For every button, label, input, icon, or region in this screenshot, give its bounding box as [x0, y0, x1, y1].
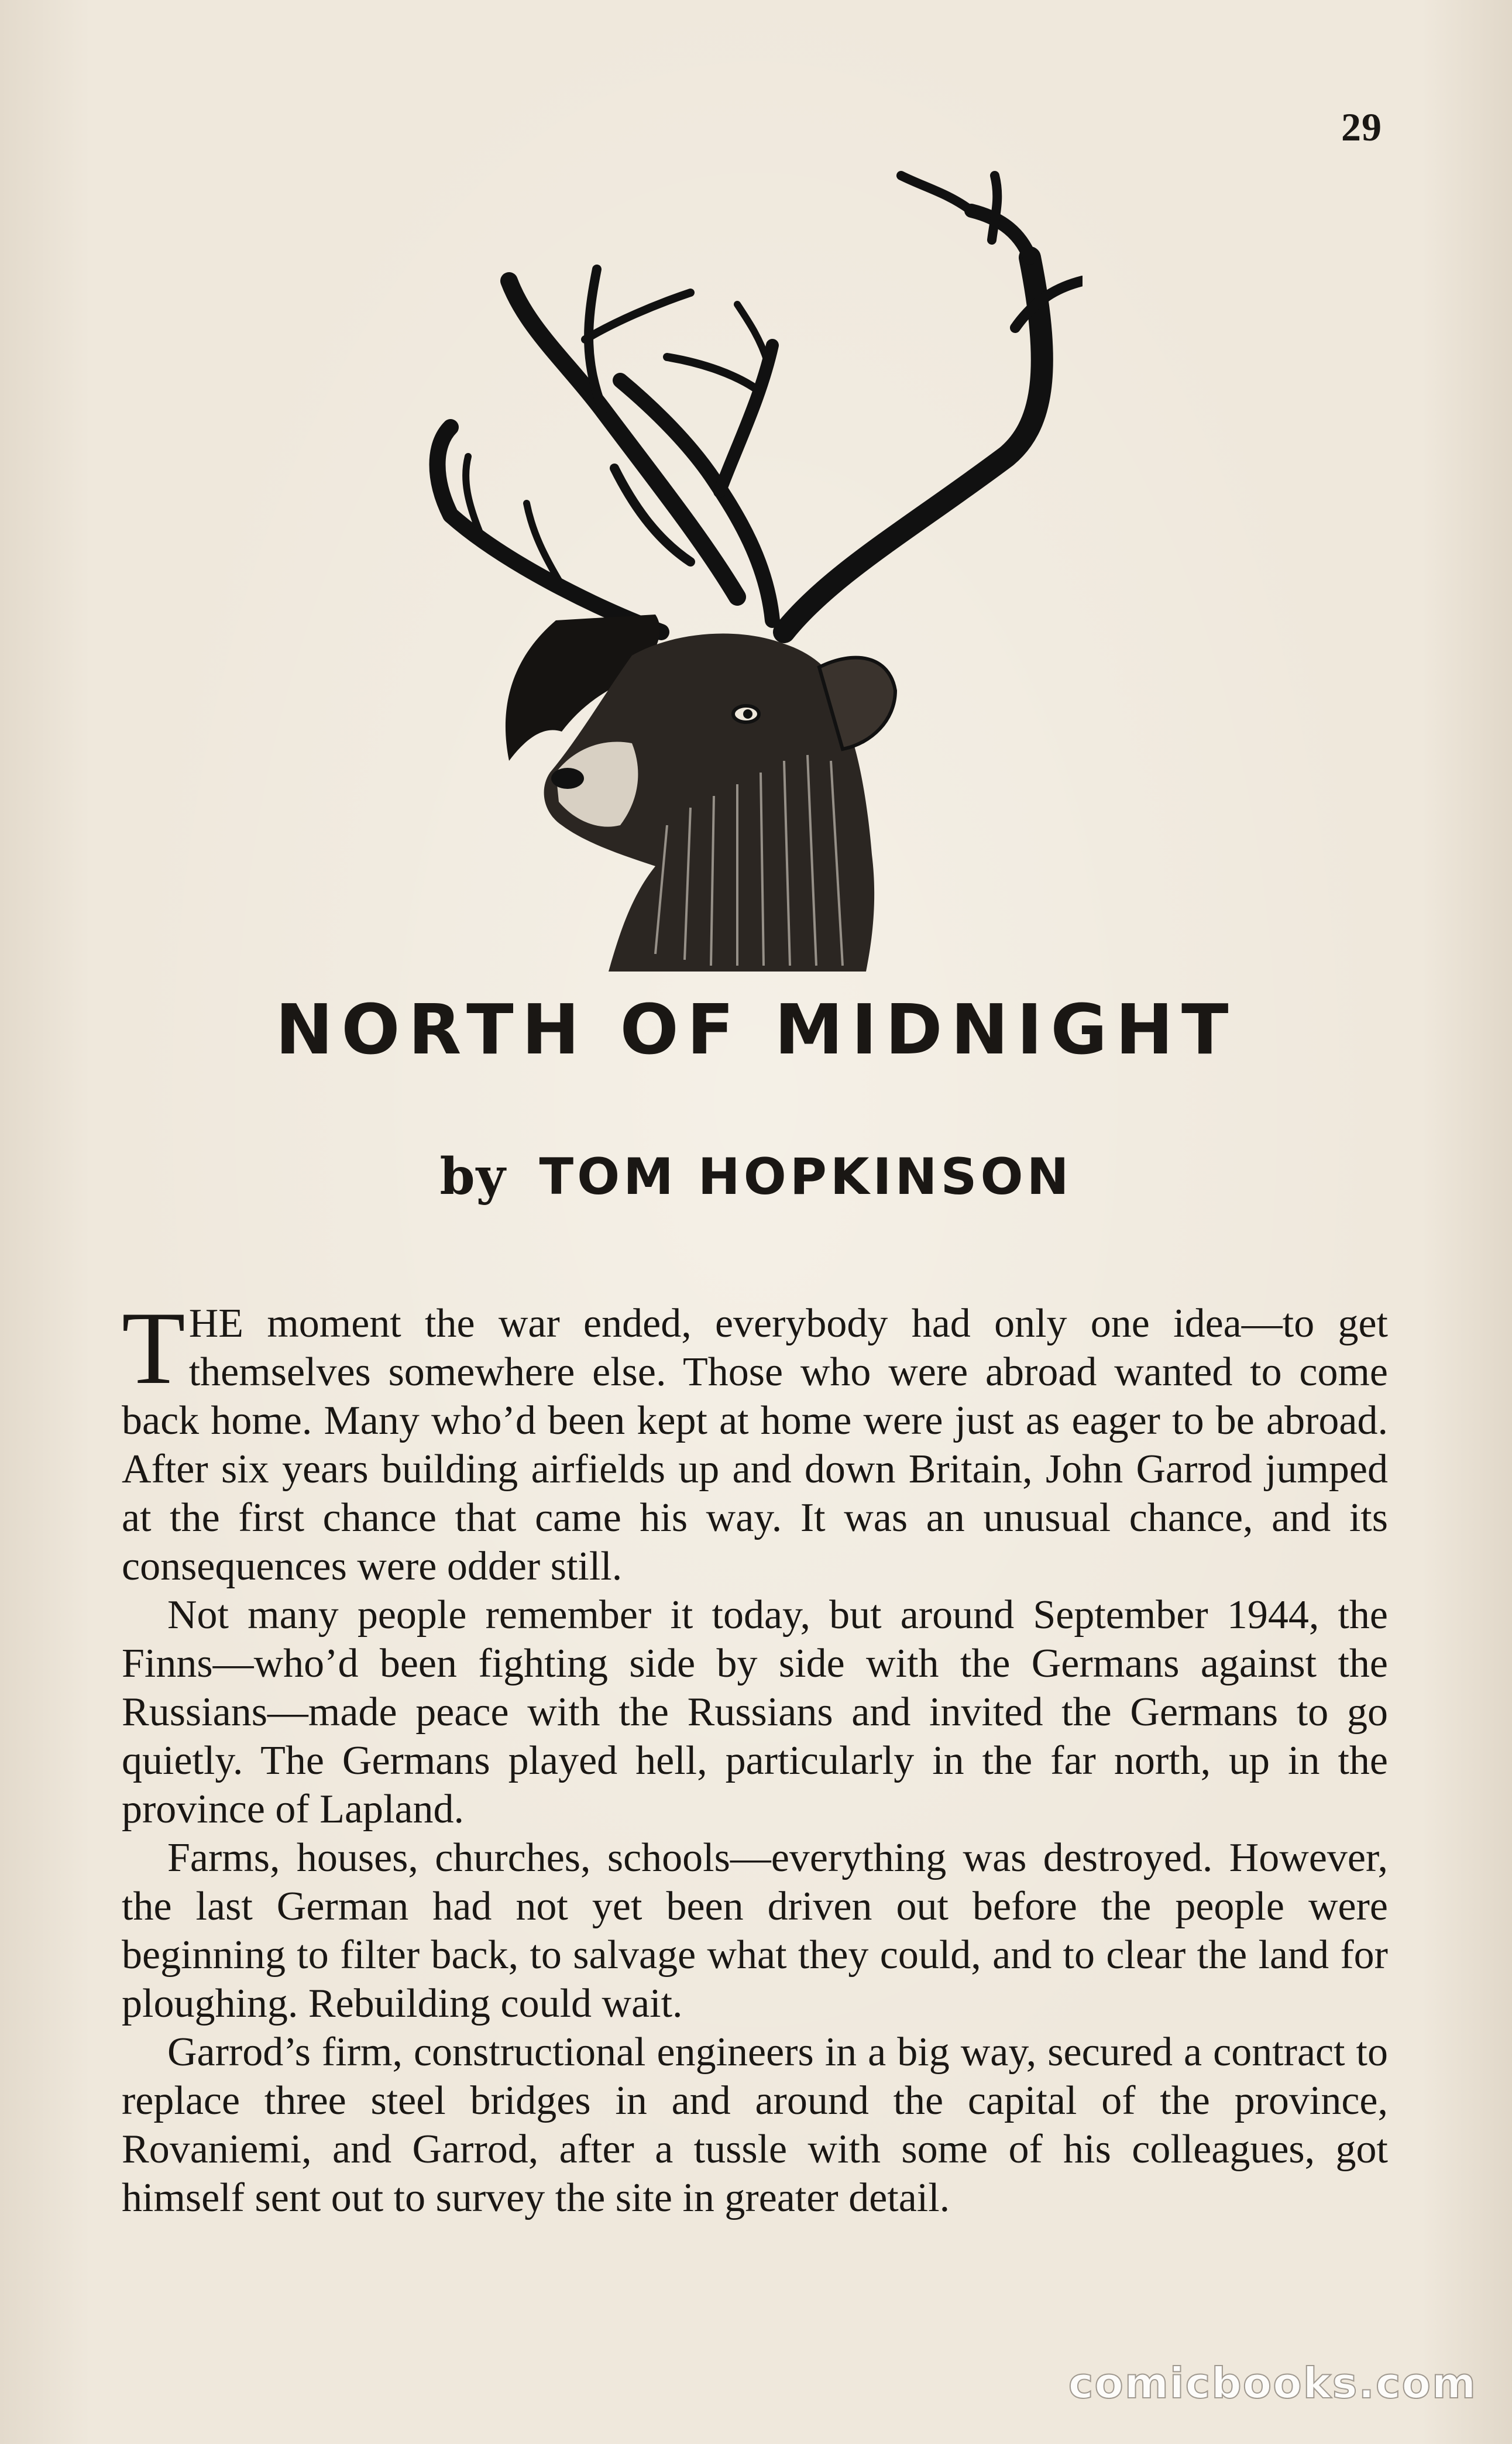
site-watermark: comicbooks.com	[1068, 2359, 1477, 2408]
story-title: NORTH OF MIDNIGHT	[275, 989, 1237, 1070]
paragraph-4: Garrod’s firm, constructional engineers in a big way, secured a contract to replace three steel bridges in and around the capital of the province, Rovaniemi, and Garrod, after a tussle with some of his colleagues, got himself sent out to survey the site in greater detail.	[122, 2030, 1388, 2220]
reindeer-head-illustration	[410, 152, 1083, 972]
author-name: TOM HOPKINSON	[539, 1148, 1073, 1206]
page-number: 29	[1341, 105, 1382, 149]
paragraph-1-text: HE moment the war ended, everybody had only one idea—to get themselves somewhere else. Those who were abroad wanted to come back home. Many who’d been kept at home were just as eager to be abroad. After six years building airfields up and down Britain, John Garrod jumped at the first chance that came his way. It was an unusual chance, and its consequences were odder still.	[122, 1301, 1388, 1589]
paragraph-1	[122, 1290, 1388, 1591]
paragraph-2: Not many people remember it today, but around September 1944, the Finns—who’d been fighting side by side with the Germans against the Russians—made peace with the Russians and invited the Germans to go quietly. The Germans played hell, particularly in the far north, up in the province of Lapland.	[122, 1592, 1388, 1832]
drop-cap: T	[122, 1290, 185, 1406]
paragraph-3: Farms, houses, churches, schools—everything was destroyed. However, the last German had not yet been driven out before the people were beginning to filter back, to salvage what they could, and to clear the land for ploughing. Rebuilding could wait.	[122, 1835, 1388, 2026]
byline-by: by	[439, 1147, 507, 1206]
story-body	[122, 1290, 1388, 2222]
byline	[0, 1147, 1512, 1206]
